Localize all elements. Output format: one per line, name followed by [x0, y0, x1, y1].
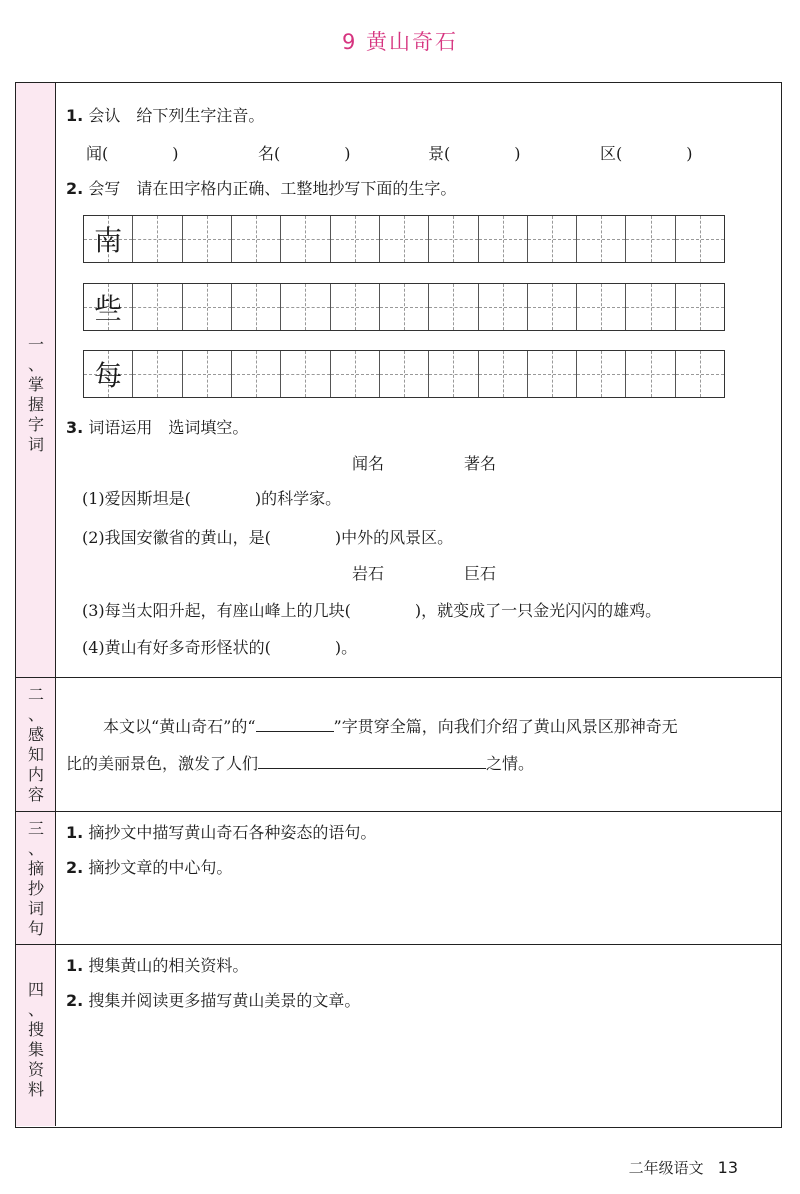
writing-cell[interactable] [576, 216, 625, 262]
question-text: 词语运用 选词填空。 [88, 418, 249, 437]
label-char: 、 [27, 705, 44, 724]
task-2 [66, 990, 360, 1012]
writing-cell[interactable] [330, 216, 379, 262]
word-choices-1: 闻名 著名 [352, 454, 497, 473]
pinyin-blank[interactable]: 景( ) [428, 144, 521, 163]
task-1 [66, 955, 248, 977]
writing-cell[interactable] [379, 216, 428, 262]
label-char: 三 [27, 819, 44, 838]
writing-cell[interactable] [231, 284, 280, 330]
question-text: 会认 给下列生字注音。 [88, 106, 265, 125]
model-char-cell [84, 284, 132, 330]
writing-grid-row [83, 215, 725, 263]
answer-blank[interactable] [258, 750, 486, 769]
writing-cell[interactable] [280, 216, 329, 262]
label-char: 搜 [27, 1020, 44, 1039]
summary-line-2 [66, 750, 534, 775]
word-choices-2: 岩石 巨石 [352, 564, 497, 583]
writing-cell[interactable] [576, 351, 625, 397]
section-label [16, 678, 56, 811]
task-text: 摘抄文中描写黄山奇石各种姿态的语句。 [88, 823, 377, 842]
writing-cell[interactable] [280, 351, 329, 397]
label-char: 资 [27, 1060, 44, 1079]
pinyin-blank[interactable]: 名( ) [258, 144, 351, 163]
section-master-words [16, 83, 781, 677]
task-number: 2. [66, 858, 84, 877]
writing-cell[interactable] [182, 284, 231, 330]
writing-cell[interactable] [330, 351, 379, 397]
fill-sentence-3[interactable]: (3)每当太阳升起，有座山峰上的几块( )，就变成了一只金光闪闪的雄鸡。 [82, 601, 662, 620]
task-number: 2. [66, 991, 84, 1010]
model-char-cell [84, 216, 132, 262]
section-label [16, 945, 56, 1126]
fill-sentence-2[interactable]: (2)我国安徽省的黄山，是( )中外的风景区。 [82, 528, 454, 547]
label-char: 集 [27, 1040, 44, 1059]
writing-cell[interactable] [527, 216, 576, 262]
task-1 [66, 822, 376, 844]
page-footer [629, 1157, 738, 1178]
writing-cell[interactable] [625, 351, 674, 397]
section-label-text [16, 819, 56, 939]
model-char-cell [84, 351, 132, 397]
label-char: 感 [27, 725, 44, 744]
label-char: 字 [27, 415, 44, 434]
writing-cell[interactable] [132, 216, 181, 262]
question-number: 1. [66, 106, 84, 125]
writing-cell[interactable] [428, 216, 477, 262]
writing-cell[interactable] [231, 351, 280, 397]
task-text: 搜集并阅读更多描写黄山美景的文章。 [88, 991, 361, 1010]
label-char: 内 [27, 765, 44, 784]
question-2 [66, 178, 456, 200]
fill-sentence-4[interactable]: (4)黄山有好多奇形怪状的( )。 [82, 638, 358, 657]
task-text: 搜集黄山的相关资料。 [88, 956, 249, 975]
writing-cell[interactable] [625, 216, 674, 262]
writing-grid-row [83, 350, 725, 398]
model-character: 每 [94, 359, 123, 392]
writing-cell[interactable] [280, 284, 329, 330]
writing-cell[interactable] [576, 284, 625, 330]
section-label-text [16, 685, 56, 805]
label-char: 握 [27, 395, 44, 414]
label-char: 词 [27, 899, 44, 918]
section-label [16, 812, 56, 944]
page-number: 13 [717, 1158, 738, 1177]
writing-cell[interactable] [675, 351, 724, 397]
task-number: 1. [66, 823, 84, 842]
writing-cell[interactable] [182, 216, 231, 262]
summary-text: ”字贯穿全篇，向我们介绍了黄山风景区那神奇无 [333, 717, 678, 736]
task-2 [66, 857, 232, 879]
label-char: 摘 [27, 859, 44, 878]
writing-cell[interactable] [675, 216, 724, 262]
section-excerpt-sentences [16, 811, 781, 944]
writing-grid-row [83, 283, 725, 331]
writing-cell[interactable] [478, 351, 527, 397]
writing-cell[interactable] [182, 351, 231, 397]
section-label-text [16, 335, 56, 455]
writing-cell[interactable] [330, 284, 379, 330]
writing-cell[interactable] [132, 284, 181, 330]
summary-text: 本文以“黄山奇石”的“ [103, 717, 256, 736]
writing-cell[interactable] [379, 351, 428, 397]
page-title: 9 黄山奇石 [341, 30, 459, 54]
writing-cell[interactable] [478, 284, 527, 330]
question-number: 2. [66, 179, 84, 198]
summary-line-1 [103, 713, 678, 738]
label-char: 、 [27, 839, 44, 858]
section-label [16, 83, 56, 677]
fill-sentence-1[interactable]: (1)爱因斯坦是( )的科学家。 [82, 489, 342, 508]
writing-cell[interactable] [379, 284, 428, 330]
writing-cell[interactable] [132, 351, 181, 397]
writing-cell[interactable] [675, 284, 724, 330]
section-collect-materials [16, 944, 781, 1126]
label-char: 四 [27, 980, 44, 999]
model-character: 南 [94, 224, 123, 257]
writing-cell[interactable] [428, 284, 477, 330]
label-char: 、 [27, 1000, 44, 1019]
summary-text: 比的美丽景色，激发了人们 [66, 754, 259, 773]
label-char: 、 [27, 355, 44, 374]
question-number: 3. [66, 418, 84, 437]
writing-cell[interactable] [625, 284, 674, 330]
label-char: 料 [27, 1080, 44, 1099]
label-char: 二 [27, 685, 44, 704]
model-character: 些 [94, 292, 123, 325]
label-char: 词 [27, 435, 44, 454]
writing-cell[interactable] [527, 284, 576, 330]
question-3 [66, 417, 248, 439]
label-char: 句 [27, 919, 44, 938]
writing-cell[interactable] [231, 216, 280, 262]
task-text: 摘抄文章的中心句。 [88, 858, 233, 877]
label-char: 掌 [27, 375, 44, 394]
label-char: 知 [27, 745, 44, 764]
worksheet-frame [15, 82, 782, 1128]
question-text: 会写 请在田字格内正确、工整地抄写下面的生字。 [88, 179, 457, 198]
grade-label: 二年级语文 [628, 1159, 704, 1177]
summary-text: 之情。 [486, 754, 535, 773]
pinyin-row [86, 141, 726, 165]
label-char: 一 [27, 335, 44, 354]
label-char: 容 [27, 785, 44, 804]
section-understand-content [16, 677, 781, 811]
pinyin-blank[interactable]: 区( ) [600, 144, 693, 163]
writing-cell[interactable] [428, 351, 477, 397]
writing-cell[interactable] [527, 351, 576, 397]
section-label-text [16, 980, 56, 1100]
label-char: 抄 [27, 879, 44, 898]
question-1 [66, 105, 264, 127]
answer-blank[interactable] [256, 713, 334, 732]
pinyin-blank[interactable]: 闻( ) [86, 144, 179, 163]
task-number: 1. [66, 956, 84, 975]
writing-cell[interactable] [478, 216, 527, 262]
